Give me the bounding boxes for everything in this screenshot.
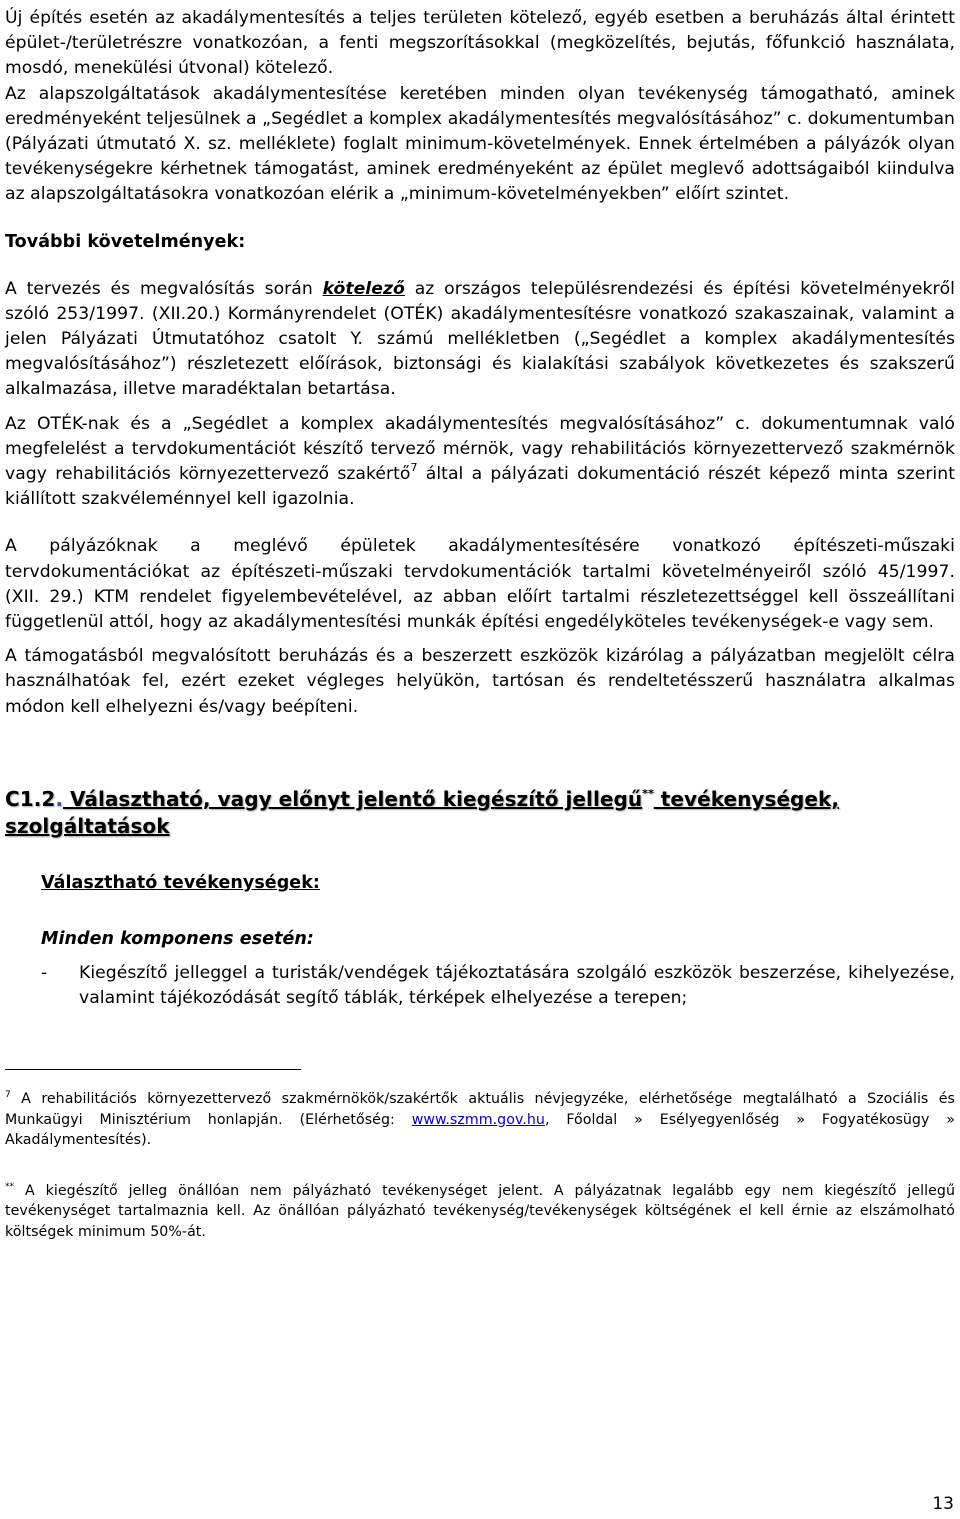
subheading-every-component: Minden komponens esetén: (41, 928, 314, 949)
text: , Főoldal » Esélyegyenlőség » Fogyatékosügy » Akadálymentesítés). (5, 1111, 956, 1149)
subheading-optional-activities: Választható tevékenységek: (41, 872, 320, 893)
szmm-link[interactable]: www.szmm.gov.hu (411, 1111, 545, 1128)
page-number: 13 (932, 1494, 954, 1514)
section-number-dot: . (55, 786, 63, 811)
footnote-ref-7[interactable]: 7 (410, 461, 418, 475)
heading-further-requirements: További követelmények: (5, 231, 246, 252)
text: A kiegészítő jelleg önállóan nem pályázható tevékenységet jelent. A pályázatnak legalább egy nem kiegészítő jellegű tevékenységet tartalmaznia kell. Az önállóan pályázható tevékenység/tevékenységek költségének el kell érnie az elszámolható költségek minimum 50%-át. (5, 1182, 955, 1240)
section-title-text: tevékenységek, szolgáltatások (5, 786, 840, 838)
section-title-c1-2 (5, 780, 955, 840)
text: az országos településrendezési és építési követelményekről szóló 253/1997. (XII.20.) Kormányrendelet (OTÉK) akadálymentesítésre vonatkozó szakaszainak, valamint a jelen Pályázati Útmutatóhoz csatolt Y. számú mellékletben („Segédlet a komplex akadálymentesítés megvalósításához”) részletezett előírások, biztonsági és kialakítási szabályok következetes és szakszerű alkalmazása, illetve maradéktalan betartása. (5, 278, 955, 400)
paragraph-technical-documentation: A pályázóknak a meglévő épületek akadálymentesítésére vonatkozó építészeti-műszaki tervdokumentációkat az építészeti-műszaki tervdokumentációk tartalmi követelményeiről szóló 45/1997. (XII. 29.) KTM rendelet figyelembevételével, az abban előírt tartalmi részletezettséggel kell összeállítani függetlenül attól, hogy az akadálymentesítési munkák építési engedélyköteles tevékenységek-e vagy sem. (5, 536, 955, 633)
footnote-star (5, 1177, 955, 1243)
document-page (5, 6, 955, 1242)
emphasis-mandatory: kötelező (322, 278, 405, 299)
footnote-ref-star[interactable]: ** (642, 786, 654, 800)
list-bullet: - (41, 962, 48, 983)
paragraph-compliance-certification (5, 412, 955, 513)
text: A rehabilitációs környezettervező szakmérnökök/szakértők aktuális névjegyzéke, elérhetősége megtalálható a Szociális és Munkaügyi Minisztérium honlapján. (Elérhetőség: (5, 1091, 955, 1128)
footnote-mark: ** (5, 1181, 15, 1192)
paragraph-new-construction: Új építés esetén az akadálymentesítés a teljes területen kötelező, egyéb esetben a beruházás által érintett épület-/területrészre vonatkozóan, a fenti megszorításokkal (megközelítés, bejutás, főfunkció használata, mosdó, menekülési útvonal) kötelező. (5, 8, 955, 79)
paragraph-use-of-subsidy: A támogatásból megvalósított beruházás és a beszerzett eszközök kizárólag a pályázatban megjelölt célra használhatóak fel, ezért ezeket végleges helyükön, tartósan és rendeltetésszerű használatra alkalmas módon kell elhelyezni és/vagy beépíteni. (5, 646, 955, 717)
paragraph-basic-services: Az alapszolgáltatások akadálymentesítése keretében minden olyan tevékenység támogatható, aminek eredményeként teljesülnek a „Segédlet a komplex akadálymentesítés megvalósításához” c. dokumentumban (Pályázati útmutató X. sz. melléklete) foglalt minimum-követelmények. Ennek értelmében a pályázók olyan tevékenységekre kérhetnek támogatást, aminek eredményeként az épület meglevő adottságaiból kiindulva az alapszolgáltatásokra vonatkozóan elérik a „minimum-követelményekben” előírt szintet. (5, 83, 955, 205)
section-title-text: Választható, vagy előnyt jelentő kiegészítő jellegű (62, 786, 643, 811)
list-item (41, 961, 955, 1011)
text: Az OTÉK-nak és a „Segédlet a komplex akadálymentesítés megvalósításához” c. dokumentumnak való megfelelést a tervdokumentációt készítő tervező mérnök, vagy rehabilitációs környezettervező szakmérnök vagy rehabilitációs környezettervező szakértő (5, 413, 955, 485)
text: A tervezés és megvalósítás során (5, 278, 323, 299)
footnote-7 (5, 1085, 955, 1151)
section-number: C1.2 (5, 786, 56, 811)
text: által a pályázati dokumentáció részét képező minta szerint kiállított szakvéleménnyel kell igazolnia. (5, 464, 955, 510)
footnote-mark: 7 (5, 1090, 11, 1101)
paragraph-planning-obligation (5, 277, 955, 403)
list-item-text: Kiegészítő jelleggel a turisták/vendégek tájékoztatására szolgáló eszközök beszerzése, kihelyezése, valamint tájékozódását segítő táblák, térképek elhelyezése a terepen; (79, 962, 955, 1009)
